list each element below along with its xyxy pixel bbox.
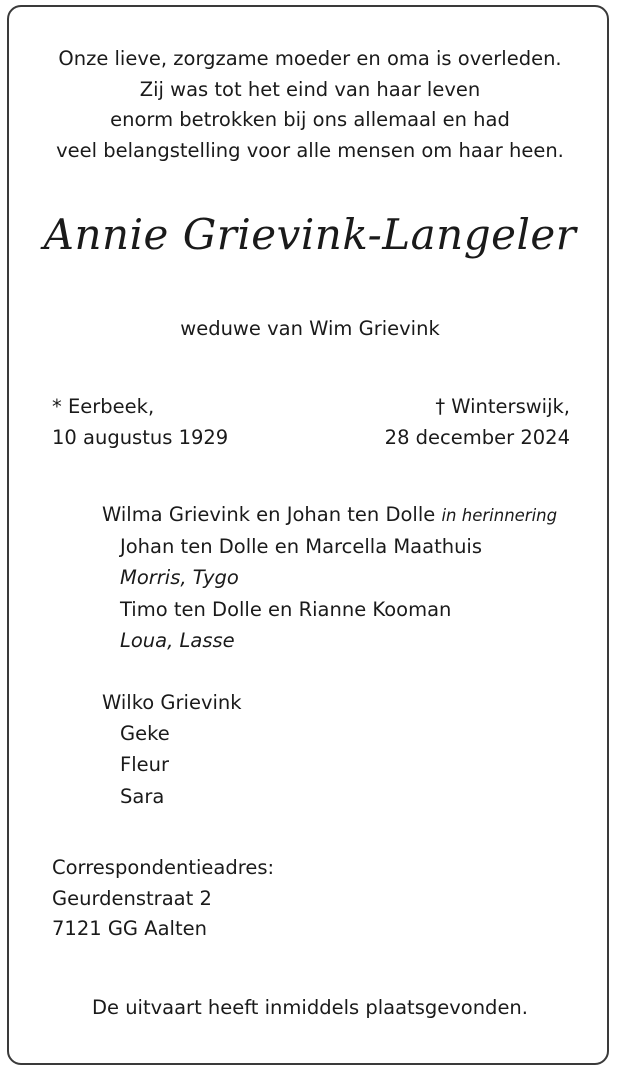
grandchildren: Morris, Tygo — [120, 566, 239, 590]
intro-line: veel belangstelling voor alle mensen om haar heen. — [56, 138, 564, 162]
death-place: † Winterswijk, — [435, 395, 570, 418]
correspondence-address — [52, 853, 274, 945]
family-group-2-head: Wilko Grievink — [102, 691, 242, 715]
family-head-name: Wilma Grievink en Johan ten Dolle — [102, 503, 436, 526]
spacer — [102, 656, 557, 687]
grandchild: Sara — [120, 784, 165, 808]
widow-line: weduwe van Wim Grievink — [180, 317, 440, 340]
closing-line: De uitvaart heeft inmiddels plaatsgevonden. — [91, 996, 528, 1019]
address-street: Geurdenstraat 2 — [52, 886, 212, 910]
grandchild: Fleur — [120, 753, 170, 777]
family-member: Timo ten Dolle en Rianne Kooman — [120, 597, 452, 621]
address-label: Correspondentieadres: — [52, 856, 275, 879]
family-head-note: in herinnering — [441, 506, 558, 525]
intro-text — [0, 44, 620, 166]
grandchildren: Loua, Lasse — [120, 628, 235, 652]
intro-line: Zij was tot het eind van haar leven — [139, 77, 481, 101]
family-member: Johan ten Dolle en Marcella Maathuis — [120, 535, 483, 559]
grandchild: Geke — [120, 722, 170, 746]
family-group-1-head — [102, 499, 557, 531]
intro-line: enorm betrokken bij ons allemaal en had — [110, 108, 510, 131]
intro-line: Onze lieve, zorgzame moeder en oma is overleden. — [58, 47, 562, 70]
address-city: 7121 GG Aalten — [52, 917, 207, 940]
family-list — [102, 499, 557, 812]
deceased-name: Annie Grievink-Langeler — [43, 210, 577, 259]
death-date: 28 december 2024 — [384, 426, 570, 449]
birth-info — [52, 391, 228, 453]
birth-date: 10 augustus 1929 — [52, 426, 229, 449]
birth-place: * Eerbeek, — [52, 395, 155, 418]
death-info — [385, 391, 570, 453]
